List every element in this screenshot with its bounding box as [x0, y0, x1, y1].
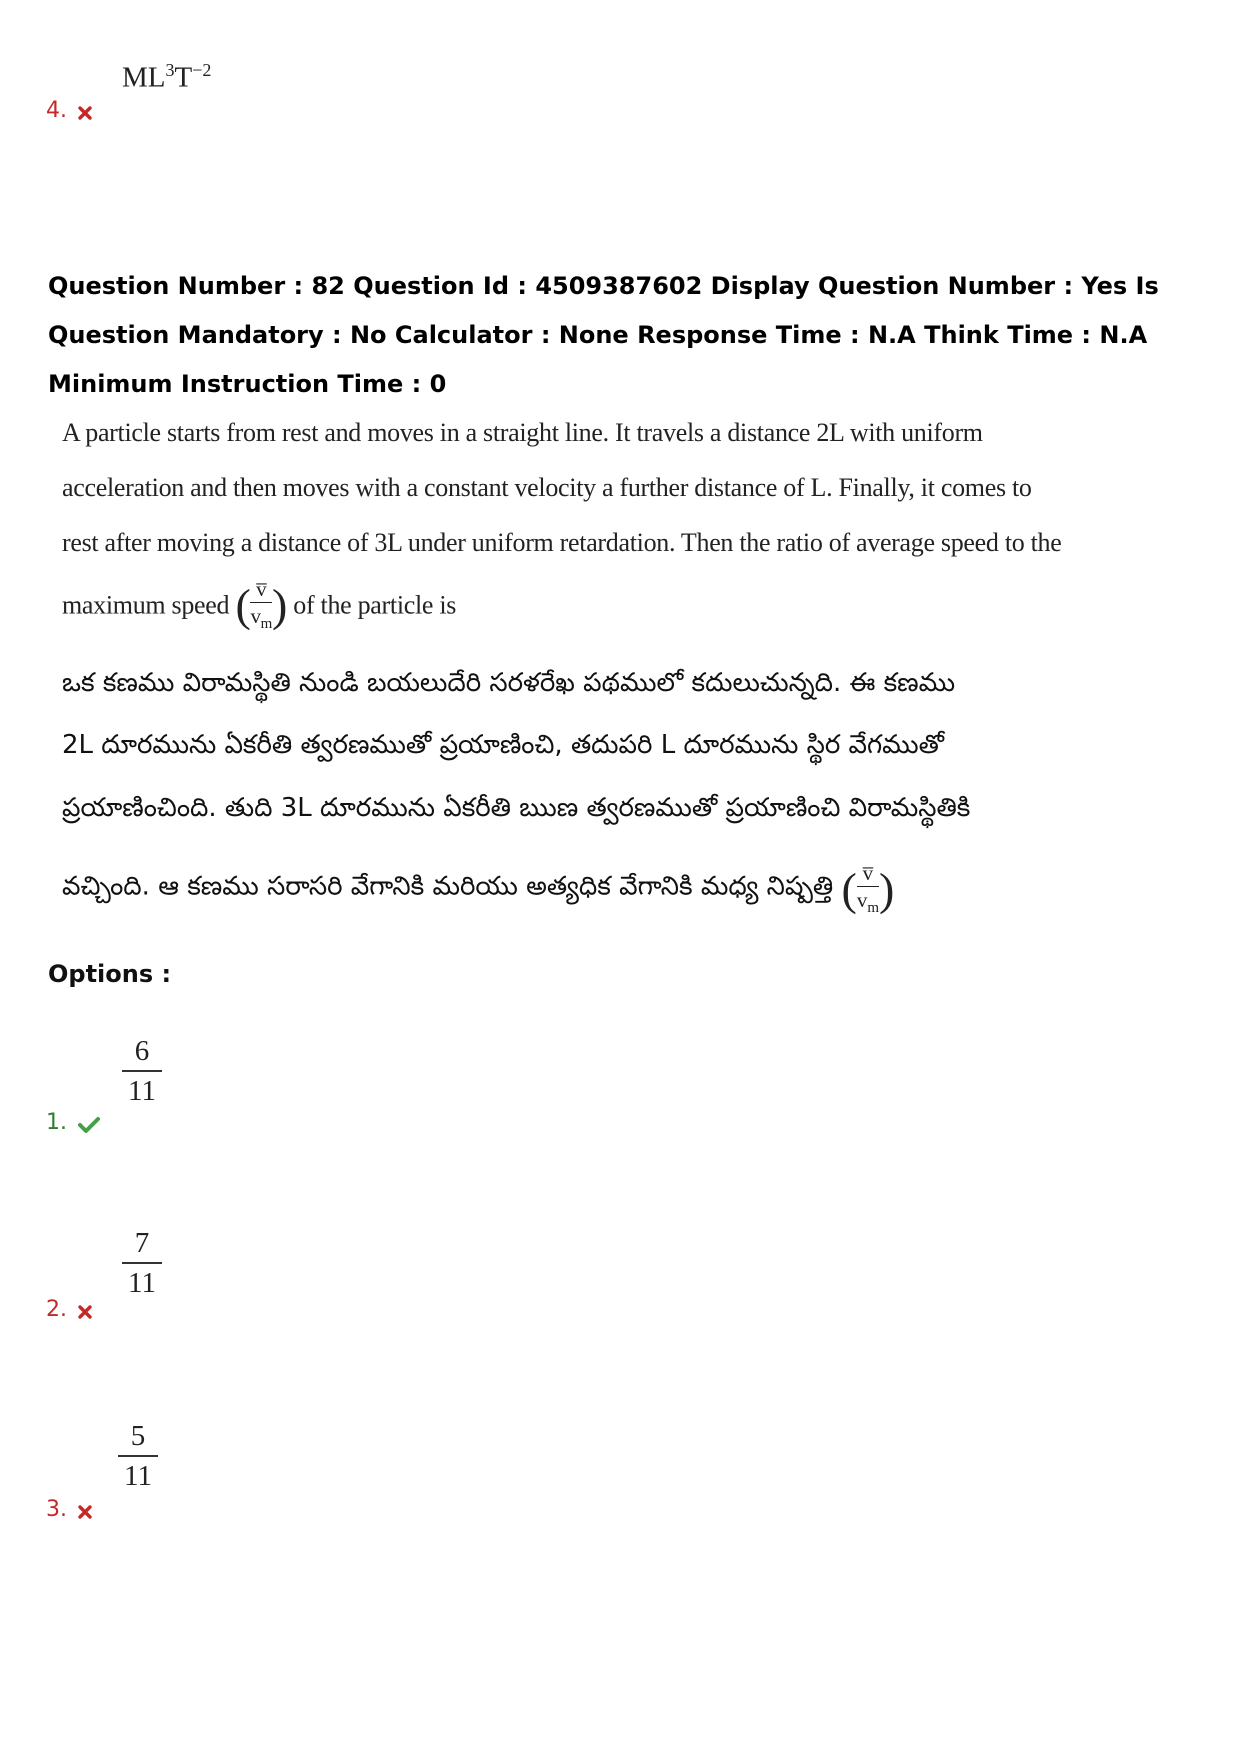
option-denominator: 11 — [124, 1460, 152, 1493]
question-text-te-line1: ఒక కణము విరామస్థితి నుండి బయలుదేరి సరళరేఖ పథములో కదులుచున్నది. ఈ కణము — [62, 668, 956, 698]
option-3-fraction — [118, 1421, 158, 1492]
question-text-en-line1: A particle starts from rest and moves in a straight line. It travels a distance 2L with uniform — [62, 418, 983, 447]
ratio-numerator: v̅ — [862, 861, 874, 885]
paren-open: ( — [841, 863, 857, 915]
ratio-fraction — [857, 862, 879, 917]
fraction-bar — [122, 1070, 162, 1072]
question-text-te-line2: 2L దూరమును ఏకరీతి త్వరణముతో ప్రయాణించి, తదుపరి L దూరమును స్థిర వేగముతో — [62, 730, 945, 760]
options-label: Options : — [48, 960, 172, 988]
prev-option-formula — [122, 60, 211, 95]
ratio-den-main: v — [250, 604, 261, 629]
question-text-te-body: వచ్చింది. ఆ కణము సరాసరి వేగానికి మరియు అత్యధిక వేగానికి మధ్య నిష్పత్తి — [62, 871, 834, 902]
ratio-denominator — [250, 605, 272, 633]
question-text-en-line4 — [62, 578, 456, 633]
option-number: 1. — [46, 1110, 67, 1135]
option-denominator: 11 — [128, 1267, 156, 1300]
fraction-bar — [118, 1455, 158, 1457]
option-1-marker[interactable] — [46, 1110, 100, 1135]
cross-icon — [78, 1305, 92, 1319]
question-text-te-line3: ప్రయాణించింది. తుది 3L దూరమును ఏకరీతి ఋణ త్వరణముతో ప్రయాణించి విరామస్థితికి — [62, 793, 971, 823]
formula-base: ML — [122, 61, 166, 94]
formula-exponent: 3 — [165, 60, 175, 80]
option-numerator: 5 — [130, 1420, 146, 1452]
fraction-bar — [250, 602, 272, 603]
paren-close: ) — [878, 863, 895, 915]
option-number: 2. — [46, 1297, 67, 1322]
question-text-te-line4 — [62, 862, 894, 917]
option-2-marker[interactable] — [46, 1297, 92, 1322]
ratio-den-main: v — [856, 888, 868, 913]
question-text-en-suffix: of the particle is — [293, 590, 457, 620]
formula-exponent: −2 — [192, 60, 212, 80]
ratio-den-sub: m — [260, 616, 273, 633]
formula-mid: T — [174, 61, 193, 94]
option-numerator: 7 — [134, 1227, 150, 1259]
option-3-marker[interactable] — [46, 1497, 92, 1522]
question-text-en-line3: rest after moving a distance of 3L under uniform retardation. Then the ratio of average speed to the — [62, 528, 1062, 557]
option-2-fraction — [122, 1228, 162, 1299]
option-denominator: 11 — [128, 1075, 156, 1108]
option-number: 4. — [46, 98, 67, 123]
ratio-numerator: v̅ — [256, 577, 267, 601]
paren-close: ) — [272, 579, 288, 631]
cross-icon — [78, 1505, 92, 1519]
question-metadata: Question Number : 82 Question Id : 4509387602 Display Question Number : Yes Is Question Mandatory : No Calculator : None Response Time : N.A Think Time : N.A Minimum Instruction Time : 0 — [48, 272, 1159, 398]
fraction-bar — [857, 886, 879, 887]
fraction-bar — [122, 1262, 162, 1264]
paren-open: ( — [235, 579, 251, 631]
question-text-en-prefix: maximum speed — [62, 590, 230, 620]
ratio-den-sub: m — [867, 900, 879, 917]
option-numerator: 6 — [134, 1035, 150, 1067]
ratio-fraction — [250, 578, 272, 633]
option-1-fraction — [122, 1036, 162, 1107]
cross-icon — [78, 106, 92, 120]
check-icon — [78, 1116, 100, 1134]
prev-option-marker — [46, 98, 92, 123]
option-number: 3. — [46, 1497, 67, 1522]
ratio-denominator — [857, 889, 879, 917]
question-text-en-line2: acceleration and then moves with a constant velocity a further distance of L. Finally, it comes to — [62, 473, 1032, 502]
